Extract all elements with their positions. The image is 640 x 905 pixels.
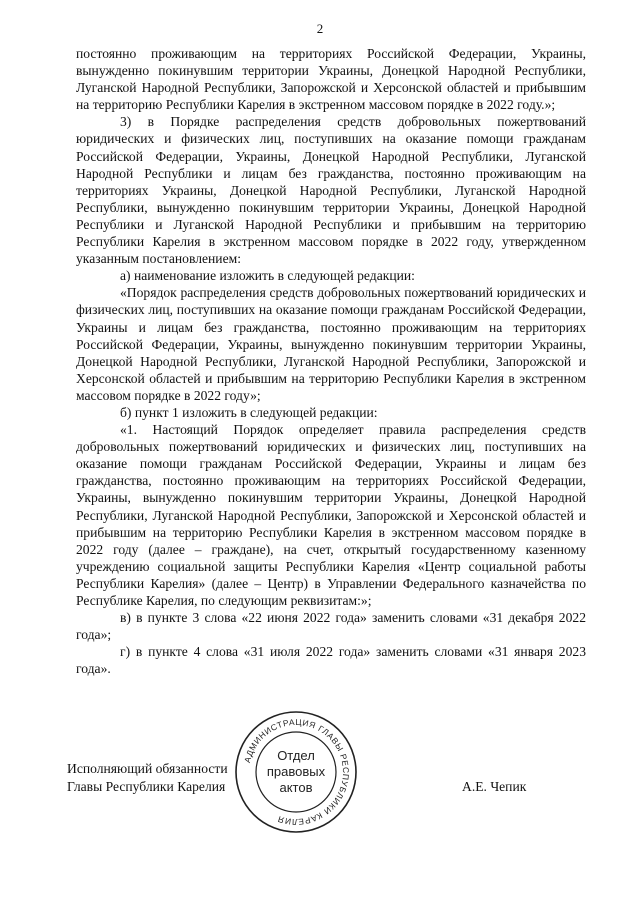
stamp-line-2: правовых xyxy=(266,764,326,779)
paragraph: «Порядок распределения средств добровольных пожертвований юридических и физических лиц, поступивших на оказание помощи гражданам Российской Федерации, Украины и лицам без гражданства, постоянно проживающим на территориях Российской Федерации, Украины, вынужденно покинувшим территории Украины, Донецкой Народной Республики, Луганской Народной Республики, Запорожской и Херсонской областей и прибывшим на территорию Республики Карелия в экстренном массовом порядке в 2022 году»; xyxy=(76,285,586,403)
page-number: 2 xyxy=(316,21,324,36)
paragraph: в) в пункте 3 слова «22 июня 2022 года» заменить словами «31 декабря 2022 года»; xyxy=(76,610,586,643)
paragraph: б) пункт 1 изложить в следующей редакции: xyxy=(120,404,378,420)
stamp-line-1: Отдел xyxy=(277,748,315,763)
paragraph: а) наименование изложить в следующей редакции: xyxy=(120,268,415,284)
stamp-ring-text: АДМИНИСТРАЦИЯ ГЛАВЫ РЕСПУБЛИКИ КАРЕЛИЯ xyxy=(241,716,352,828)
paragraph: постоянно проживающим на территориях Российской Федерации, Украины, вынужденно покинувшим территории Украины, Донецкой Народной Республики, Луганской Народной Республики, Запорожской и Херсонской областей и прибывшим на территорию Республики Карелия в экстренном массовом порядке в 2022 году.»; xyxy=(76,46,586,113)
paragraph: «1. Настоящий Порядок определяет правила распределения средств добровольных пожертвований юридических и физических лиц, поступивших на оказание помощи гражданам Российской Федерации, Украины и лицам без гражданства, постоянно проживающим на территориях Российской Федерации, Украины, вынужденно покинувшим территории Украины, Донецкой Народной Республики, Луганской Народной Республики, Запорожской и Херсонской областей и прибывшим на территорию Республики Карелия в экстренном массовом порядке в 2022 году (далее – граждане), на счет, открытый государственному казенному учреждению социальной защиты Республики Карелия «Центр социальной работы Республики Карелия» (далее – Центр) в Управлении Федерального казначейства по Республике Карелия, по следующим реквизитам:»; xyxy=(76,422,586,608)
signatory-name: А.Е. Чепик xyxy=(462,779,527,794)
stamp-seal xyxy=(232,708,360,836)
document-body xyxy=(76,45,586,677)
stamp-line-3: актов xyxy=(279,780,313,795)
paragraph: г) в пункте 4 слова «31 июля 2022 года» заменить словами «31 января 2023 года». xyxy=(76,644,586,677)
signatory-position xyxy=(67,760,228,795)
signatory-position-line: Исполняющий обязанности xyxy=(67,761,228,776)
paragraph: 3) в Порядке распределения средств добровольных пожертвований юридических и физических лиц, поступивших на оказание помощи гражданам Российской Федерации, Украины, Донецкой Народной Республики, Луганской Народной Республики и лицам без гражданства, постоянно проживающим на территориях Украины, Донецкой Народной Республики, Луганской Народной Республики, вынужденно покинувшим территории Украины, Донецкой Народной Республики и Луганской Народной Республики и прибывшим на территорию Республики Карелия в экстренном массовом порядке в 2022 году, утвержденном указанным постановлением: xyxy=(76,114,586,267)
signatory-position-line: Главы Республики Карелия xyxy=(67,778,226,794)
